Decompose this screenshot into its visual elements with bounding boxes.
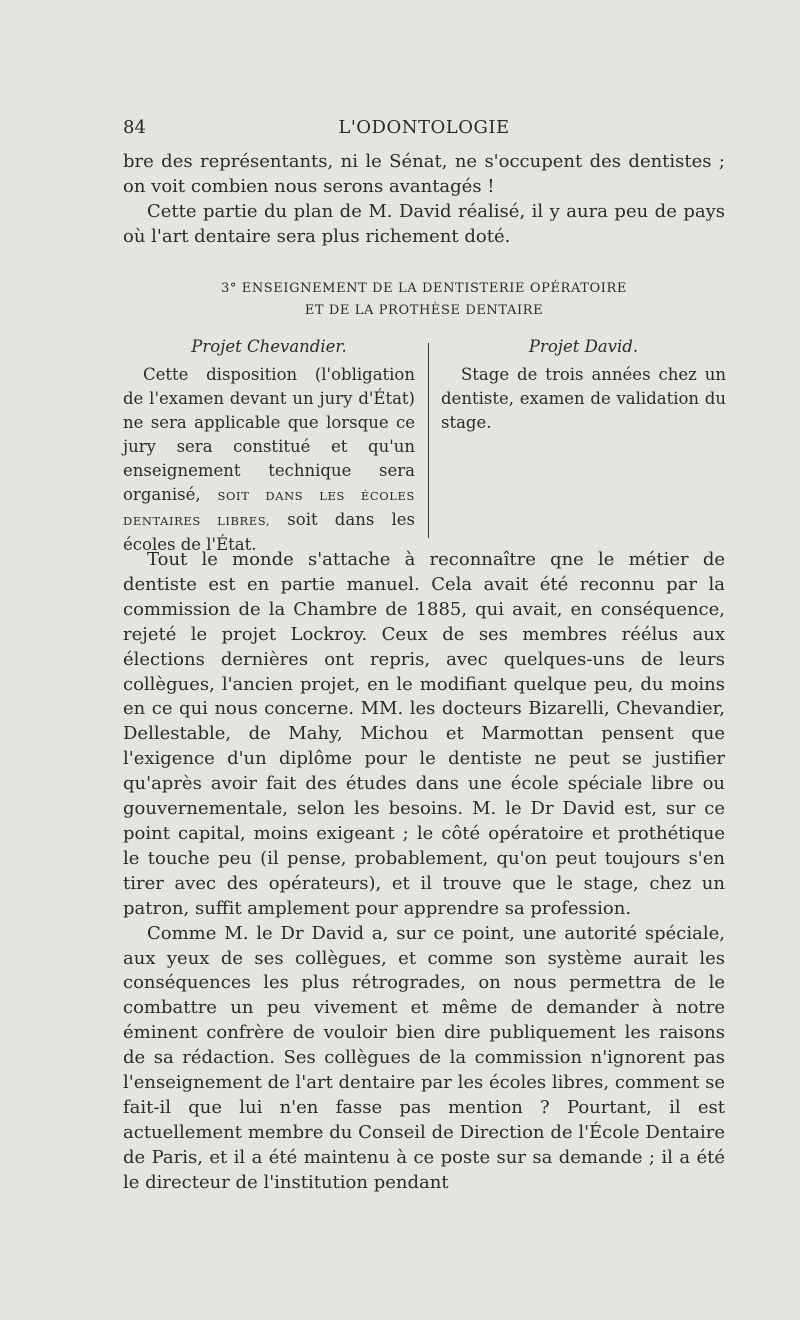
section-heading-line-1: 3° ENSEIGNEMENT DE LA DENTISTERIE OPÉRATOIRE xyxy=(221,281,627,296)
intro-text xyxy=(123,150,725,250)
chevandier-text-part-1: Cette disposition (l'obligation de l'examen devant un jury d'État) ne sera applicable que lorsque ce jury sera constitué et qu'un enseignement technique sera organisé, xyxy=(123,365,415,504)
column-divider xyxy=(428,343,429,538)
column-body-chevandier xyxy=(123,363,415,557)
section-heading-line-2: ET DE LA PROTHÈSE DENTAIRE xyxy=(304,303,544,318)
paragraph-continuation: bre des représentants, ni le Sénat, ne s'occupent des dentistes ; on voit combien nous serons avantagés ! xyxy=(123,151,725,197)
paragraph-plan-david: Cette partie du plan de M. David réalisé, il y aura peu de pays où l'art dentaire sera plus richement doté. xyxy=(123,200,725,247)
column-chevandier xyxy=(123,335,415,557)
column-title-chevandier: Projet Chevandier. xyxy=(191,337,347,356)
main-text xyxy=(123,548,725,1196)
page-number: 84 xyxy=(123,117,146,138)
column-david xyxy=(441,335,726,435)
column-title-david: Projet David. xyxy=(528,337,639,356)
column-body-david: Stage de trois années chez un dentiste, examen de validation du stage. xyxy=(441,365,726,432)
section-heading xyxy=(123,278,725,322)
chevandier-smallcaps-text: SOIT DANS LES ÉCOLES DENTAIRES LIBRES, xyxy=(123,489,415,528)
paragraph-diploma: Tout le monde s'attache à reconnaître qne le métier de dentiste est en partie manuel. Cela avait été reconnu par la commission de la Chambre de 1885, qui avait, en conséquence, rejeté le projet Lockroy. Ceux de ses membres réélus aux élections dernières ont repris, avec quelques-uns de leurs collègues, l'ancien projet, en le modifiant quelque peu, du moins en ce qui nous concerne. MM. les docteurs Bizarelli, Chevandier, Dellestable, de Mahy, Michou et Marmottan pensent que l'exigence d'un diplôme pour le dentiste ne peut se justifier qu'après avoir fait des études dans une école spéciale libre ou gouvernementale, selon les besoins. M. le Dr David est, sur ce point capital, moins exigeant ; le côté opératoire et prothétique le touche peu (il pense, probablement, qu'on peut toujours s'en tirer avec des opérateurs), et il trouve que le stage, chez un patron, suffit amplement pour apprendre sa profession. xyxy=(123,549,725,919)
paragraph-dr-david: Comme M. le Dr David a, sur ce point, une autorité spéciale, aux yeux de ses collègues, et comme son système aurait les conséquences les plus rétrogrades, on nous permettra de le combattre un peu vivement et même de demander à notre éminent confrère de vouloir bien dire publiquement les raisons de sa rédaction. Ses collègues de la commission n'ignorent pas l'enseignement de l'art dentaire par les écoles libres, comment se fait-il que lui n'en fasse pas mention ? Pourtant, il est actuellement membre du Conseil de Direction de l'École Dentaire de Paris, et il a été maintenu à ce poste sur sa demande ; il a été le directeur de l'institution pendant xyxy=(123,922,725,1193)
running-header xyxy=(123,117,725,143)
journal-title: L'ODONTOLOGIE xyxy=(338,117,510,138)
chevandier-text-part-2: soit dans les écoles de l'État. xyxy=(123,510,415,554)
